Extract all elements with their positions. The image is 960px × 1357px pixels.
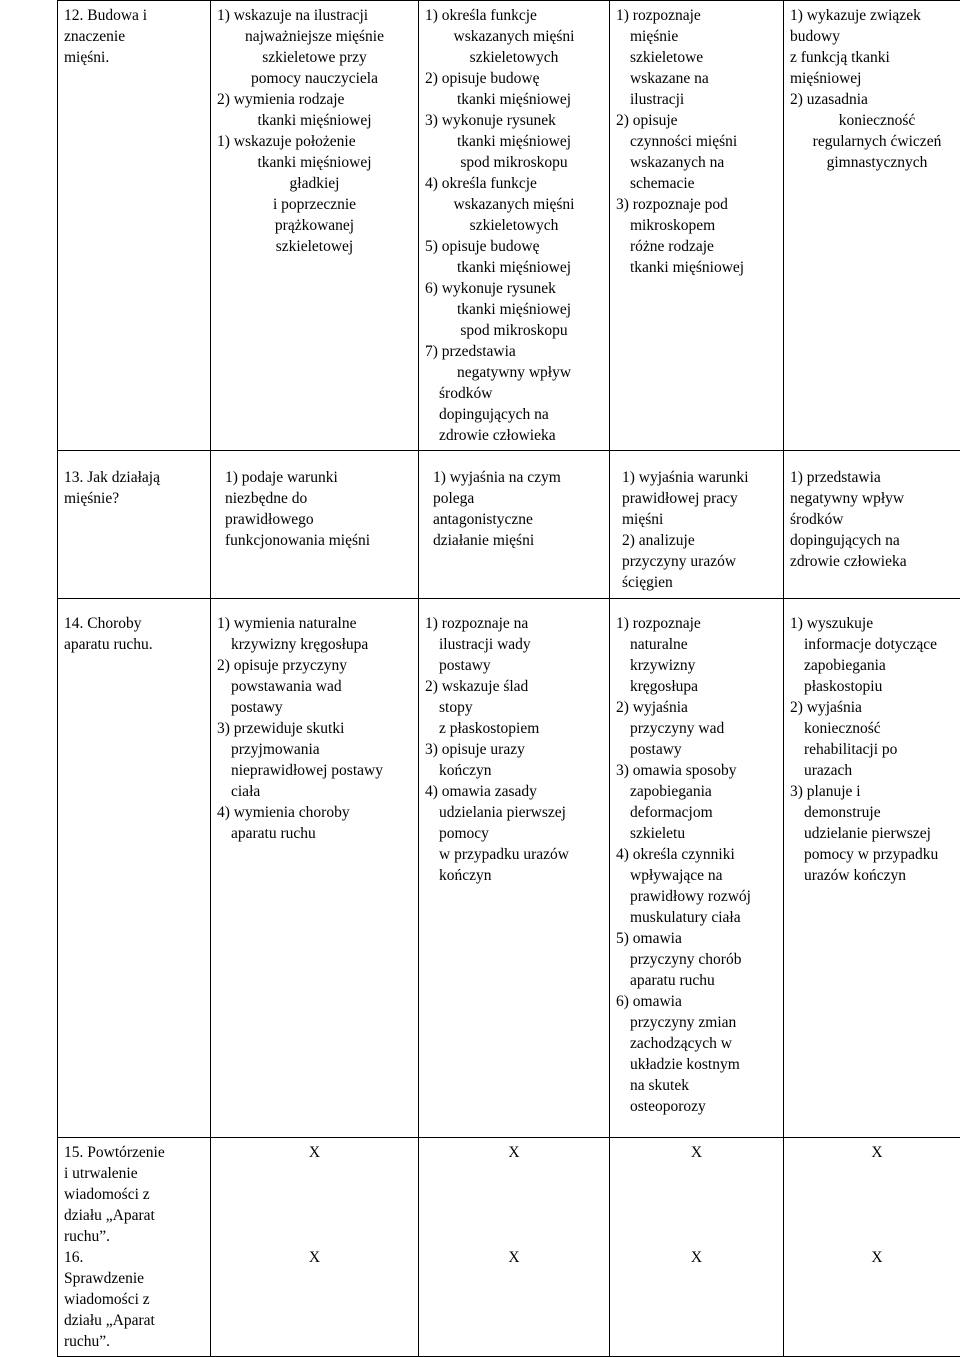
- requirement-line: muskulatury ciała: [616, 907, 777, 928]
- requirement-line: nieprawidłowej postawy: [217, 760, 412, 781]
- requirement-line: 3) opisuje urazy: [425, 739, 603, 760]
- requirement-line: płaskostopiu: [790, 676, 960, 697]
- requirement-line: udzielanie pierwszej: [790, 823, 960, 844]
- requirement-line: wskazanych mięśni: [425, 26, 603, 47]
- requirement-line: informacje dotyczące: [790, 634, 960, 655]
- requirement-line: funkcjonowania mięśni: [217, 530, 412, 551]
- topic-cell: [58, 1138, 211, 1357]
- requirement-line: powstawania wad: [217, 676, 412, 697]
- requirement-line: ścięgien: [616, 572, 777, 593]
- requirements-cell-basic: [211, 1, 419, 451]
- requirement-line: na skutek: [616, 1075, 777, 1096]
- requirement-line: krzywizny kręgosłupa: [217, 634, 412, 655]
- requirement-line: tkanki mięśniowej: [425, 89, 603, 110]
- topic-line: wiadomości z: [64, 1289, 204, 1310]
- requirement-line: przyczyny urazów: [616, 551, 777, 572]
- requirement-line: pomocy: [425, 823, 603, 844]
- requirements-cell-basic: [211, 599, 419, 1138]
- requirement-line: niezbędne do: [217, 488, 412, 509]
- requirement-line: polega: [425, 488, 603, 509]
- topic-line: 15. Powtórzenie: [64, 1142, 204, 1163]
- curriculum-table: [57, 0, 960, 1357]
- requirement-line: postawy: [425, 655, 603, 676]
- requirement-line: spod mikroskopu: [425, 152, 603, 173]
- requirements-cell-extended: [419, 451, 610, 599]
- requirement-line: naturalne: [616, 634, 777, 655]
- requirement-line: szkieletowych: [425, 47, 603, 68]
- requirement-line: przyczyny zmian: [616, 1012, 777, 1033]
- requirement-line: prążkowanej: [217, 215, 412, 236]
- x-mark-cell: [610, 1138, 784, 1357]
- requirement-line: 6) omawia: [616, 991, 777, 1012]
- requirement-line: szkieletowych: [425, 215, 603, 236]
- requirement-line: zapobiegania: [616, 781, 777, 802]
- topic-line: 13. Jak działają: [64, 467, 204, 488]
- requirement-line: z funkcją tkanki: [790, 47, 960, 68]
- table-row: [58, 1138, 960, 1357]
- requirement-line: przyczyny wad: [616, 718, 777, 739]
- requirement-line: urazach: [790, 760, 960, 781]
- requirement-line: działanie mięśni: [425, 530, 603, 551]
- table-row: [58, 1, 960, 451]
- requirement-line: 1) rozpoznaje: [616, 5, 777, 26]
- requirements-cell-extended: [419, 1, 610, 451]
- requirement-line: dopingujących na: [425, 404, 603, 425]
- requirement-line: przyczyny chorób: [616, 949, 777, 970]
- requirement-line: 1) wykazuje związek: [790, 5, 960, 26]
- requirement-line: tkanki mięśniowej: [425, 299, 603, 320]
- requirement-line: najważniejsze mięśnie: [217, 26, 412, 47]
- requirement-line: 2) wskazuje ślad: [425, 676, 603, 697]
- requirement-line: ilustracji: [616, 89, 777, 110]
- requirement-line: 5) omawia: [616, 928, 777, 949]
- requirement-line: wskazane na: [616, 68, 777, 89]
- requirement-line: 1) wyszukuje: [790, 613, 960, 634]
- requirement-line: dopingujących na: [790, 530, 960, 551]
- x-mark: X: [790, 1142, 960, 1163]
- requirement-line: 1) wyjaśnia na czym: [425, 467, 603, 488]
- requirement-line: 1) podaje warunki: [217, 467, 412, 488]
- requirement-line: z płaskostopiem: [425, 718, 603, 739]
- requirement-line: 1) wskazuje na ilustracji: [217, 5, 412, 26]
- requirement-line: budowy: [790, 26, 960, 47]
- topic-line: aparatu ruchu.: [64, 634, 204, 655]
- requirement-line: negatywny wpływ: [425, 362, 603, 383]
- requirement-line: 3) planuje i: [790, 781, 960, 802]
- requirement-line: wpływające na: [616, 865, 777, 886]
- topic-line: 16.: [64, 1247, 204, 1268]
- requirement-line: kręgosłupa: [616, 676, 777, 697]
- requirement-line: 2) opisuje przyczyny: [217, 655, 412, 676]
- x-mark: X: [790, 1247, 960, 1268]
- topic-cell: [58, 1, 211, 451]
- topic-cell: [58, 599, 211, 1138]
- requirement-line: konieczność: [790, 718, 960, 739]
- requirement-line: różne rodzaje: [616, 236, 777, 257]
- requirement-line: pomocy w przypadku: [790, 844, 960, 865]
- table-row: [58, 599, 960, 1138]
- requirement-line: prawidłowego: [217, 509, 412, 530]
- x-mark: X: [616, 1247, 777, 1268]
- requirements-cell-good: [610, 599, 784, 1138]
- requirement-line: 4) określa funkcje: [425, 173, 603, 194]
- requirement-line: 4) określa czynniki: [616, 844, 777, 865]
- topic-line: działu „Aparat: [64, 1205, 204, 1226]
- requirement-line: deformacjom: [616, 802, 777, 823]
- x-mark-cell: [211, 1138, 419, 1357]
- requirement-line: 1) określa funkcje: [425, 5, 603, 26]
- requirement-line: wskazanych mięśni: [425, 194, 603, 215]
- requirement-line: kończyn: [425, 865, 603, 886]
- requirements-cell-excellent: [784, 451, 960, 599]
- requirement-line: postawy: [616, 739, 777, 760]
- requirement-line: mikroskopem: [616, 215, 777, 236]
- requirement-line: 3) omawia sposoby: [616, 760, 777, 781]
- requirement-line: zdrowie człowieka: [425, 425, 603, 446]
- requirement-line: mięśnie: [616, 26, 777, 47]
- requirement-line: środków: [425, 383, 603, 404]
- requirements-cell-good: [610, 1, 784, 451]
- requirement-line: gładkiej: [217, 173, 412, 194]
- requirement-line: krzywizny: [616, 655, 777, 676]
- requirement-line: gimnastycznych: [790, 152, 960, 173]
- x-mark: X: [425, 1247, 603, 1268]
- requirement-line: szkieletowe: [616, 47, 777, 68]
- requirement-line: 2) wyjaśnia: [616, 697, 777, 718]
- requirements-cell-good: [610, 451, 784, 599]
- requirement-line: układzie kostnym: [616, 1054, 777, 1075]
- requirement-line: negatywny wpływ: [790, 488, 960, 509]
- requirement-line: tkanki mięśniowej: [425, 257, 603, 278]
- requirement-line: 2) opisuje budowę: [425, 68, 603, 89]
- requirement-line: szkieletowe przy: [217, 47, 412, 68]
- topic-line: znaczenie: [64, 26, 204, 47]
- requirements-cell-excellent: [784, 599, 960, 1138]
- requirements-cell-excellent: [784, 1, 960, 451]
- requirement-line: postawy: [217, 697, 412, 718]
- requirement-line: tkanki mięśniowej: [217, 110, 412, 131]
- requirement-line: prawidłowej pracy: [616, 488, 777, 509]
- requirement-line: udzielania pierwszej: [425, 802, 603, 823]
- requirement-line: 6) wykonuje rysunek: [425, 278, 603, 299]
- requirement-line: prawidłowy rozwój: [616, 886, 777, 907]
- x-mark-cell: [419, 1138, 610, 1357]
- requirement-line: stopy: [425, 697, 603, 718]
- requirement-line: 3) wykonuje rysunek: [425, 110, 603, 131]
- topic-line: mięśnie?: [64, 488, 204, 509]
- requirement-line: 5) opisuje budowę: [425, 236, 603, 257]
- requirement-line: środków: [790, 509, 960, 530]
- x-mark: X: [217, 1247, 412, 1268]
- requirement-line: tkanki mięśniowej: [425, 131, 603, 152]
- requirement-line: 1) wymienia naturalne: [217, 613, 412, 634]
- requirement-line: 2) wymienia rodzaje: [217, 89, 412, 110]
- requirement-line: ilustracji wady: [425, 634, 603, 655]
- requirement-line: zapobiegania: [790, 655, 960, 676]
- requirements-cell-extended: [419, 599, 610, 1138]
- topic-line: 12. Budowa i: [64, 5, 204, 26]
- requirement-line: szkieletowej: [217, 236, 412, 257]
- requirement-line: tkanki mięśniowej: [217, 152, 412, 173]
- requirement-line: mięśni: [616, 509, 777, 530]
- requirement-line: zachodzących w: [616, 1033, 777, 1054]
- topic-line: i utrwalenie: [64, 1163, 204, 1184]
- requirements-cell-basic: [211, 451, 419, 599]
- requirement-line: 3) przewiduje skutki: [217, 718, 412, 739]
- requirement-line: rehabilitacji po: [790, 739, 960, 760]
- requirement-line: 4) omawia zasady: [425, 781, 603, 802]
- requirement-line: konieczność: [790, 110, 960, 131]
- requirement-line: osteoporozy: [616, 1096, 777, 1117]
- requirement-line: kończyn: [425, 760, 603, 781]
- requirement-line: aparatu ruchu: [616, 970, 777, 991]
- requirement-line: 4) wymienia choroby: [217, 802, 412, 823]
- requirement-line: 7) przedstawia: [425, 341, 603, 362]
- requirement-line: tkanki mięśniowej: [616, 257, 777, 278]
- topic-line: działu „Aparat: [64, 1310, 204, 1331]
- x-mark: X: [217, 1142, 412, 1163]
- requirement-line: 1) wskazuje położenie: [217, 131, 412, 152]
- requirement-line: 2) analizuje: [616, 530, 777, 551]
- topic-line: mięśni.: [64, 47, 204, 68]
- requirement-line: szkieletu: [616, 823, 777, 844]
- requirement-line: 1) wyjaśnia warunki: [616, 467, 777, 488]
- requirement-line: 2) opisuje: [616, 110, 777, 131]
- requirement-line: 1) przedstawia: [790, 467, 960, 488]
- requirement-line: demonstruje: [790, 802, 960, 823]
- x-mark: X: [425, 1142, 603, 1163]
- x-mark-cell: [784, 1138, 960, 1357]
- x-mark: X: [616, 1142, 777, 1163]
- requirement-line: wskazanych na: [616, 152, 777, 173]
- topic-line: wiadomości z: [64, 1184, 204, 1205]
- topic-line: 14. Choroby: [64, 613, 204, 634]
- requirement-line: aparatu ruchu: [217, 823, 412, 844]
- topic-cell: [58, 451, 211, 599]
- requirement-line: 2) uzasadnia: [790, 89, 960, 110]
- requirement-line: regularnych ćwiczeń: [790, 131, 960, 152]
- requirement-line: 2) wyjaśnia: [790, 697, 960, 718]
- requirement-line: spod mikroskopu: [425, 320, 603, 341]
- table-row: [58, 451, 960, 599]
- requirement-line: antagonistyczne: [425, 509, 603, 530]
- topic-line: ruchu”.: [64, 1331, 204, 1352]
- requirement-line: przyjmowania: [217, 739, 412, 760]
- requirement-line: mięśniowej: [790, 68, 960, 89]
- requirement-line: zdrowie człowieka: [790, 551, 960, 572]
- topic-line: ruchu”.: [64, 1226, 204, 1247]
- requirement-line: czynności mięśni: [616, 131, 777, 152]
- requirement-line: 1) rozpoznaje: [616, 613, 777, 634]
- requirement-line: pomocy nauczyciela: [217, 68, 412, 89]
- requirement-line: urazów kończyn: [790, 865, 960, 886]
- requirement-line: ciała: [217, 781, 412, 802]
- requirement-line: w przypadku urazów: [425, 844, 603, 865]
- requirement-line: i poprzecznie: [217, 194, 412, 215]
- requirement-line: 3) rozpoznaje pod: [616, 194, 777, 215]
- topic-line: Sprawdzenie: [64, 1268, 204, 1289]
- requirement-line: 1) rozpoznaje na: [425, 613, 603, 634]
- requirement-line: schemacie: [616, 173, 777, 194]
